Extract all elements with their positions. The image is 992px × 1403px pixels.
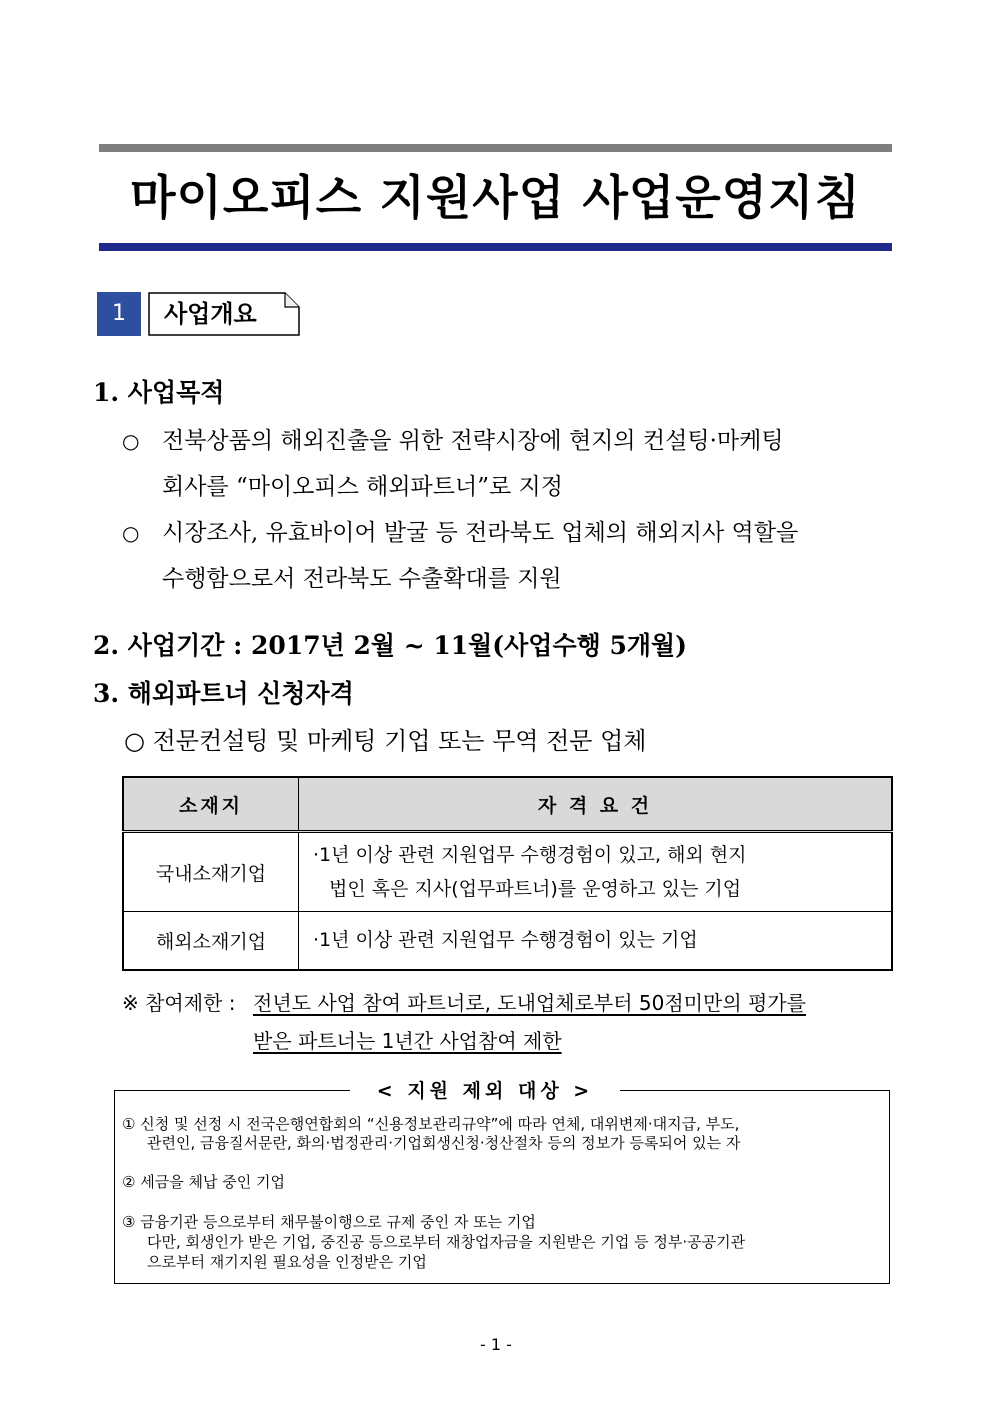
exclusion-item-1-line1: ① 신청 및 선정 시 전국은행연합회의 “신용정보관리규약”에 따라 연체, 대위변제·대지급, 부도, — [122, 1115, 740, 1133]
table-row — [123, 832, 892, 912]
table-cell-location: 해외소재기업 — [123, 912, 299, 970]
requirement-line: ·1년 이상 관련 지원업무 수행경험이 있는 기업 — [313, 929, 698, 952]
table-cell-requirement — [299, 912, 893, 970]
section-number-badge: 1 — [97, 292, 141, 336]
page-number: - 1 - — [480, 1335, 512, 1354]
purpose-bullet-1-line1: 전북상품의 해외진출을 위한 전략시장에 현지의 컨설팅·마케팅 — [162, 428, 784, 454]
bullet-marker: ○ — [122, 429, 140, 453]
requirement-line: 법인 혹은 지사(업무파트너)를 운영하고 있는 기업 — [329, 878, 742, 900]
qualification-bullet: ○ 전문컨설팅 및 마케팅 기업 또는 무역 전문 업체 — [124, 727, 647, 755]
heading-purpose: 1. 사업목적 — [93, 378, 225, 407]
exclusion-item-3-line3: 으로부터 재기지원 필요성을 인정받은 기업 — [147, 1253, 427, 1271]
document-title: 마이오피스 지원사업 사업운영지침 — [130, 171, 861, 226]
bullet-marker: ○ — [122, 521, 140, 545]
heading-qualification: 3. 해외파트너 신청자격 — [93, 679, 354, 708]
section-label: 사업개요 — [164, 300, 257, 328]
exclusion-item-2-line1: ② 세금을 체납 중인 기업 — [122, 1173, 285, 1191]
purpose-bullet-2-line2: 수행함으로서 전라북도 수출확대를 지원 — [162, 566, 562, 592]
title-bottom-rule — [99, 243, 892, 251]
exclusion-item-3-line1: ③ 금융기관 등으로부터 채무불이행으로 규제 중인 자 또는 기업 — [122, 1213, 536, 1231]
exclusion-item-3-line2: 다만, 회생인가 받은 기업, 중진공 등으로부터 재창업자금을 지원받은 기업 등 정부·공공기관 — [147, 1233, 746, 1251]
qualification-table — [122, 776, 893, 971]
table-header-requirements: 자 격 요 건 — [299, 777, 893, 832]
purpose-bullet-2-line1: 시장조사, 유효바이어 발굴 등 전라북도 업체의 해외지사 역할을 — [162, 520, 799, 546]
exclusion-title: < 지원 제외 대상 > — [350, 1076, 620, 1106]
restriction-line1: 전년도 사업 참여 파트너로, 도내업체로부터 50점미만의 평가를 — [253, 991, 806, 1015]
purpose-bullet-1-line2: 회사를 “마이오피스 해외파트너”로 지정 — [162, 474, 563, 500]
restriction-prefix: ※ 참여제한 : — [122, 991, 236, 1015]
title-top-rule — [99, 144, 892, 152]
exclusion-item-1-line2: 관련인, 금융질서문란, 화의·법정관리·기업회생신청·청산절차 등의 정보가 등록되어 있는 자 — [147, 1134, 741, 1152]
table-row — [123, 912, 892, 970]
requirement-line: ·1년 이상 관련 지원업무 수행경험이 있고, 해외 현지 — [313, 844, 747, 866]
table-cell-location: 국내소재기업 — [123, 832, 299, 912]
table-cell-requirement — [299, 832, 893, 912]
table-header-location: 소재지 — [123, 777, 299, 832]
heading-period: 2. 사업기간 : 2017년 2월 ~ 11월(사업수행 5개월) — [93, 631, 687, 660]
restriction-line2: 받은 파트너는 1년간 사업참여 제한 — [253, 1029, 562, 1053]
table-header-row — [123, 777, 892, 832]
